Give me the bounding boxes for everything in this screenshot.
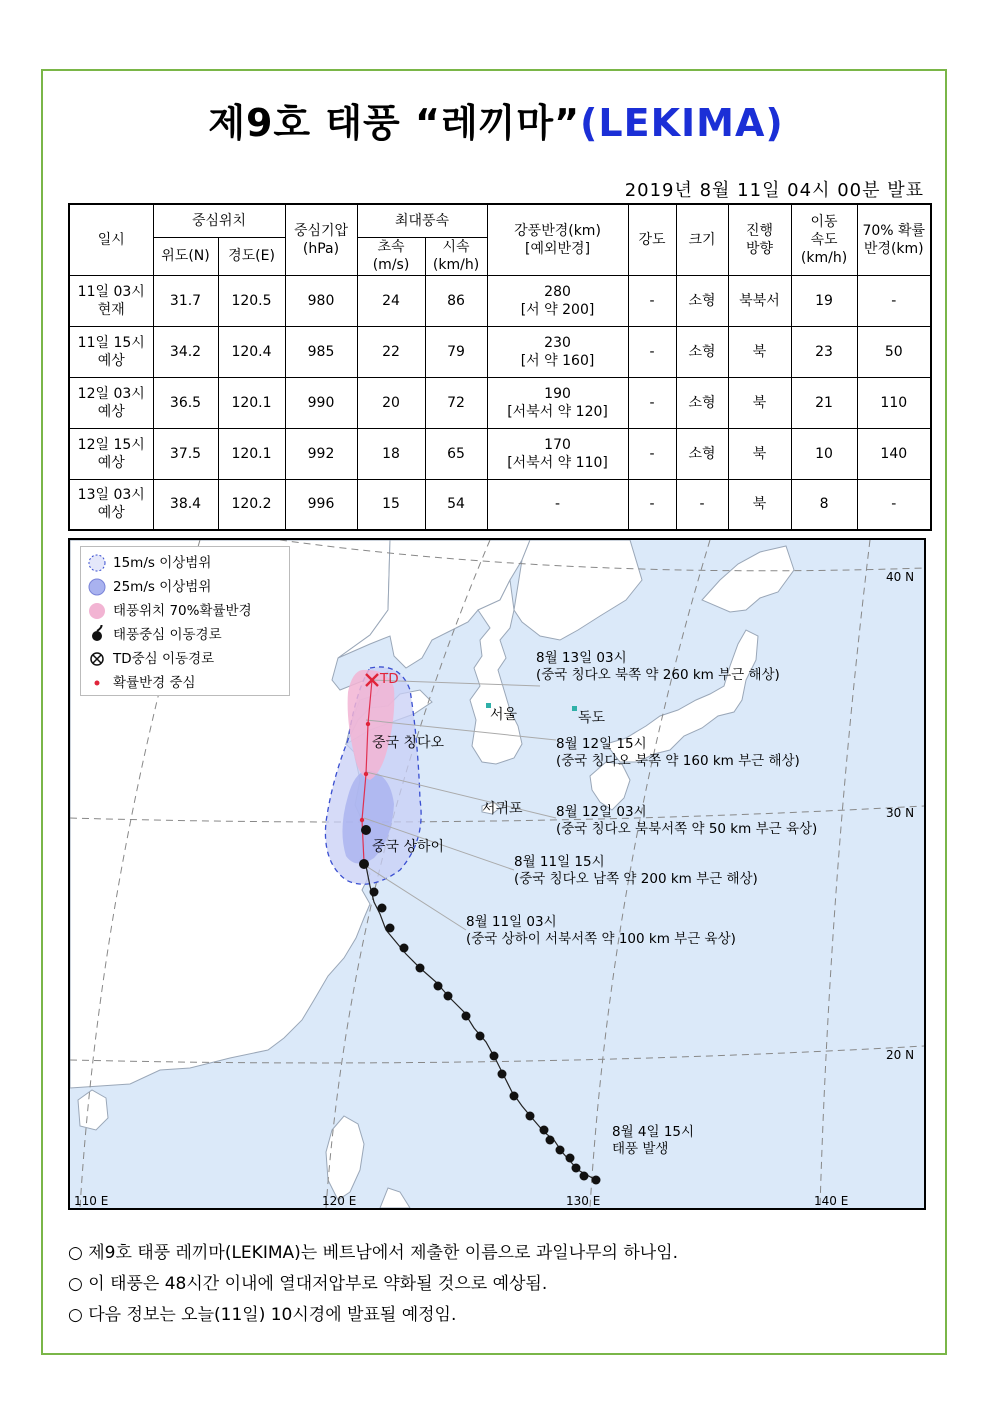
cell-lat: 34.2 [153,326,218,377]
cell-direction: 북 [728,326,791,377]
header-time: 일시 [69,204,153,275]
cell-time: 12일 03시 예상 [69,377,153,428]
hainan [78,1090,108,1130]
cell-pressure: 980 [285,275,357,326]
annotation-desc: (중국 칭다오 북쪽 약 160 km 부근 해상) [556,753,800,769]
cell-kmh: 79 [425,326,487,377]
city-dokdo: 독도 [578,710,606,726]
cell-speed: 21 [791,377,857,428]
annotation-desc: (중국 칭다오 북쪽 약 260 km 부근 해상) [536,667,780,683]
note-item: ○ 다음 정보는 오늘(11일) 10시경에 발표될 예정임. [68,1305,457,1325]
typhoon-track-map [68,538,926,1210]
note-item: ○ 제9호 태풍 레끼마(LEKIMA)는 베트남에서 제출한 이름으로 과일나무의 하나임. [68,1243,679,1263]
table-row [69,377,931,428]
td-symbol-icon [87,649,107,669]
note-item: ○ 이 태풍은 48시간 이내에 열대저압부로 약화될 것으로 예상됨. [68,1274,548,1294]
table-row [69,428,931,479]
annotation-date: 8월 12일 15시 [556,736,647,752]
cell-time: 11일 03시 현재 [69,275,153,326]
cell-lat: 31.7 [153,275,218,326]
header-lon: 경도(E) [218,237,285,275]
cell-pressure: 996 [285,479,357,530]
cell-lon: 120.1 [218,428,285,479]
header-maxwind: 최대풍속 [357,204,487,237]
header-direction: 진행 방향 [728,204,791,275]
lat-30-label: 30 N [886,806,915,820]
cell-time: 13일 03시 예상 [69,479,153,530]
legend-item [113,601,252,621]
td-label: TD [380,671,399,687]
legend-label: 확률반경 중심 [113,675,196,691]
cell-radius: 230 [서 약 160] [487,326,628,377]
cell-lon: 120.4 [218,326,285,377]
legend-label: 태풍위치 70%확률반경 [113,603,252,619]
cell-lat: 38.4 [153,479,218,530]
forecast-table [68,203,932,531]
legend-label: TD중심 이동경로 [113,651,215,667]
dokdo-marker [572,706,577,711]
cell-intensity: - [628,326,676,377]
cell-size: 소형 [676,275,728,326]
legend-item [113,625,222,645]
table-row [69,479,931,530]
header-speed: 이동 속도 (km/h) [791,204,857,275]
legend-label: 25m/s 이상범위 [113,579,212,595]
header-center: 중심위치 [153,204,285,237]
track-annotation [536,650,780,684]
legend-label: 15m/s 이상범위 [113,555,212,571]
track-annotation [466,914,736,948]
red-dot-icon [87,673,107,693]
cell-size: 소형 [676,377,728,428]
header-radius: 강풍반경(km) [예외반경] [487,204,628,275]
annotation-date: 8월 11일 03시 [466,914,557,930]
cell-prob: - [857,275,931,326]
typhoon-symbol-icon [87,625,107,645]
legend-item [113,649,214,669]
luzon [380,1188,410,1208]
cell-radius: 170 [서북서 약 110] [487,428,628,479]
annotation-date: 8월 11일 15시 [514,854,605,870]
header-pressure: 중심기압 (hPa) [285,204,357,275]
annotation-desc: (중국 상하이 서북서쪽 약 100 km 부근 육상) [466,931,736,947]
lon-140-label: 140 E [814,1194,849,1208]
lat-20-label: 20 N [886,1048,915,1062]
cell-lat: 37.5 [153,428,218,479]
cell-kmh: 65 [425,428,487,479]
cell-kmh: 72 [425,377,487,428]
header-kmh: 시속 (km/h) [425,237,487,275]
cell-size: - [676,479,728,530]
legend-item [113,673,196,693]
cell-lon: 120.5 [218,275,285,326]
header-size: 크기 [676,204,728,275]
cell-intensity: - [628,428,676,479]
cell-speed: 23 [791,326,857,377]
cell-prob: 50 [857,326,931,377]
wind-15-icon [87,553,107,573]
cell-prob: - [857,479,931,530]
city-seoul: 서울 [490,707,518,723]
lon-110-label: 110 E [74,1194,109,1208]
lon-120-label: 120 E [322,1194,357,1208]
cell-pressure: 985 [285,326,357,377]
city-shanghai: 중국 상하이 [372,839,445,855]
lat-40-label: 40 N [886,570,915,584]
cell-ms: 18 [357,428,425,479]
cell-size: 소형 [676,428,728,479]
cell-direction: 북 [728,428,791,479]
cell-kmh: 86 [425,275,487,326]
cell-radius: 190 [서북서 약 120] [487,377,628,428]
table-row [69,326,931,377]
city-seogwipo: 서귀포 [482,801,523,817]
cell-ms: 15 [357,479,425,530]
cell-ms: 22 [357,326,425,377]
annotation-desc: 태풍 발생 [612,1141,669,1157]
probability-icon [87,601,107,621]
legend-item [113,577,211,597]
annotation-date: 8월 13일 03시 [536,650,627,666]
cell-speed: 10 [791,428,857,479]
annotation-date: 8월 4일 15시 [612,1124,695,1140]
cell-speed: 8 [791,479,857,530]
cell-intensity: - [628,479,676,530]
cell-lon: 120.2 [218,479,285,530]
header-ms: 초속 (m/s) [357,237,425,275]
header-prob: 70% 확률 반경(km) [857,204,931,275]
cell-radius: 280 [서 약 200] [487,275,628,326]
city-qingdao: 중국 칭다오 [372,735,445,751]
header-lat: 위도(N) [153,237,218,275]
taiwan [326,1116,364,1200]
annotation-desc: (중국 칭다오 남쪽 약 200 km 부근 해상) [514,871,758,887]
cell-lat: 36.5 [153,377,218,428]
cell-intensity: - [628,377,676,428]
cell-radius: - [487,479,628,530]
lon-140-line [820,540,870,1208]
cell-pressure: 992 [285,428,357,479]
issued-time: 2019년 8월 11일 04시 00분 발표 [624,180,924,201]
cell-speed: 19 [791,275,857,326]
lon-130-label: 130 E [566,1194,601,1208]
title-english: (LEKIMA) [580,101,784,145]
cell-direction: 북북서 [728,275,791,326]
legend-label: 태풍중심 이동경로 [113,627,222,643]
cell-pressure: 990 [285,377,357,428]
cell-time: 11일 15시 예상 [69,326,153,377]
annotation-date: 8월 12일 03시 [556,804,647,820]
track-annotation [514,854,758,888]
header-intensity: 강도 [628,204,676,275]
cell-ms: 20 [357,377,425,428]
cell-time: 12일 15시 예상 [69,428,153,479]
legend-item [113,553,211,573]
japan-hokkaido [702,546,794,612]
cell-lon: 120.1 [218,377,285,428]
cell-ms: 24 [357,275,425,326]
cell-prob: 140 [857,428,931,479]
track-annotation [556,804,817,838]
cell-prob: 110 [857,377,931,428]
page-title [0,92,992,147]
wind-25-icon [87,577,107,597]
cell-direction: 북 [728,479,791,530]
notes [68,1238,678,1331]
russia-far-east [514,540,642,640]
track-annotation [556,736,800,770]
annotation-desc: (중국 칭다오 북북서쪽 약 50 km 부근 육상) [556,821,818,837]
track-annotation [612,1124,694,1158]
cell-direction: 북 [728,377,791,428]
title-main: 제9호 태풍 “레끼마” [208,101,581,145]
cell-intensity: - [628,275,676,326]
cell-kmh: 54 [425,479,487,530]
map-legend [80,546,290,696]
table-row [69,275,931,326]
cell-size: 소형 [676,326,728,377]
